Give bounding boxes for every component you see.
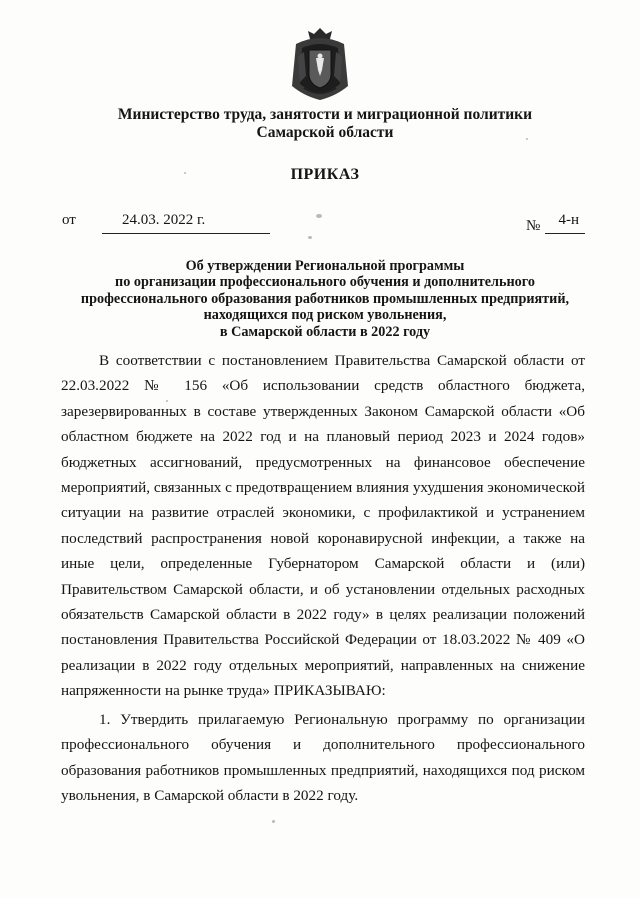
order-body <box>61 348 585 808</box>
order-title <box>40 258 610 340</box>
scan-speck <box>272 820 275 823</box>
order-date: 24.03. 2022 г. <box>102 212 270 234</box>
order-number: 4-н <box>545 212 585 234</box>
ministry-line-2: Самарской области <box>256 124 394 141</box>
scan-speck <box>308 236 312 239</box>
scan-speck <box>316 214 322 218</box>
scan-speck <box>526 138 528 140</box>
body-paragraph-2: 1. Утвердить прилагаемую Региональную программу по организации профессионального обучения и дополнительного профессионального образования работников промышленных предприятий, находящихся под риском увольнения, в Самарской области в 2022 году. <box>61 710 585 804</box>
body-paragraph-1: В соответствии с постановлением Правительства Самарской области от 22.03.2022 № 156 «Об использовании средств областного бюджета, зарезервированных в составе утвержденных Законом Самарской области «Об областном бюджете на 2022 год и на плановый период 2023 и 2024 годов» бюджетных ассигнований, предусмотренных на финансовое обеспечение мероприятий, связанных с предотвращением влияния ухудшения экономической ситуации на развитие отраслей экономики, с профилактикой и устранением последствий распространения новой коронавирусной инфекции, а также на иные цели, определенные Губернатором Самарской области и (или) Правительством Самарской области, и об установлении отдельных расходных обязательств Самарской области в 2022 году» в целях реализации положений постановления Правительства Российской Федерации от 18.03.2022 № 409 «О реализации в 2022 году отдельных мероприятий, направленных на снижение напряженности на рынке труда» ПРИКАЗЫВАЮ: <box>61 352 585 700</box>
scan-speck <box>166 400 168 402</box>
document-type-heading: ПРИКАЗ <box>290 166 360 183</box>
title-line-1: Об утверждении Региональной программы <box>185 258 465 274</box>
date-prefix: от <box>62 212 76 228</box>
title-line-5: в Самарской области в 2022 году <box>219 323 431 340</box>
title-line-2: по организации профессионального обучения и дополнительного <box>115 274 535 291</box>
samara-coat-of-arms-icon <box>290 26 350 102</box>
title-line-3: профессионального образования работников промышленных предприятий, <box>80 290 570 307</box>
ministry-line-1: Министерство труда, занятости и миграционной политики <box>117 106 533 123</box>
title-line-4: находящихся под риском увольнения, <box>203 307 447 324</box>
ministry-name <box>40 106 610 142</box>
number-prefix: № <box>526 218 541 234</box>
scan-speck <box>184 172 186 174</box>
